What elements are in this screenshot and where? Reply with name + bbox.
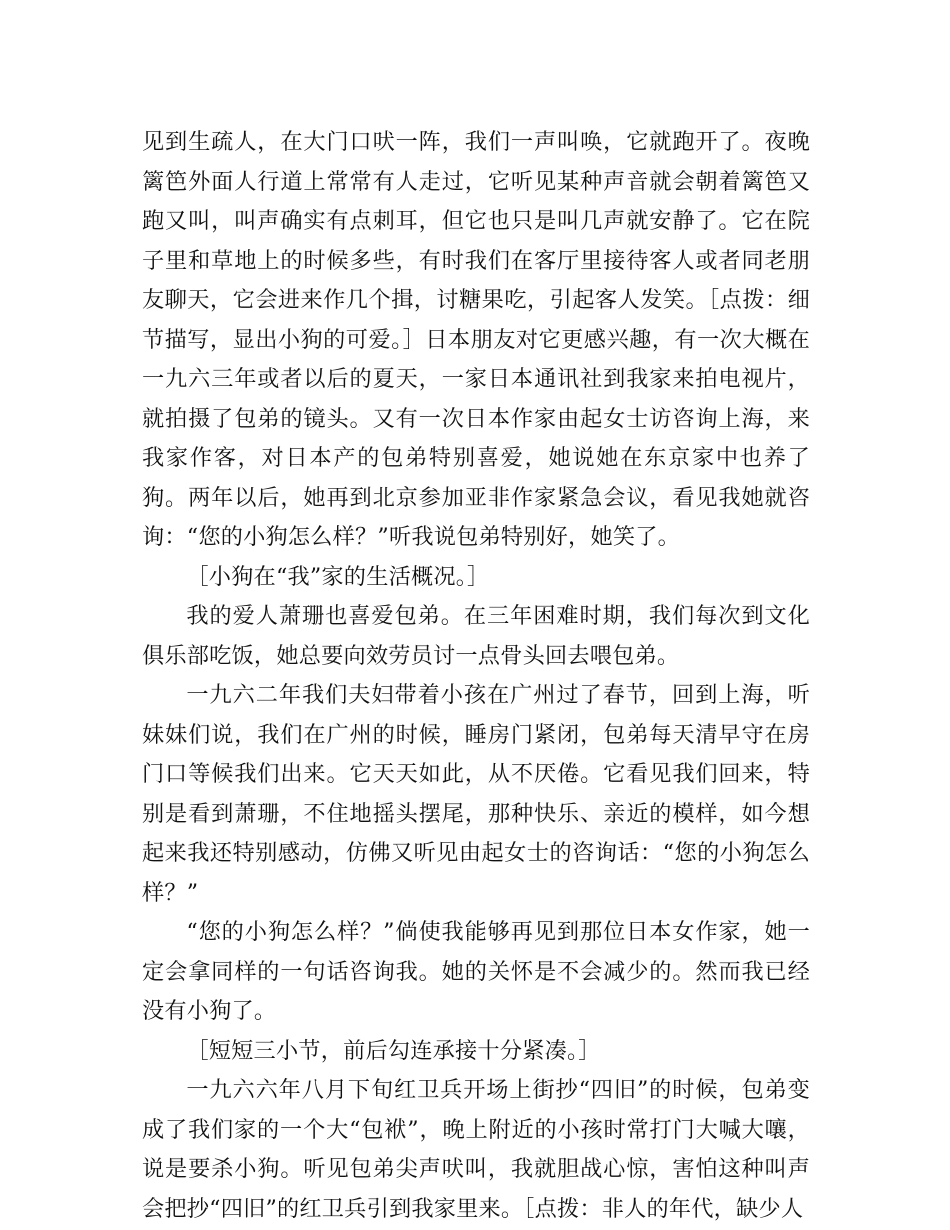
paragraph-5: “您的小狗怎么样？”倘使我能够再见到那位日本女作家，她一定会拿同样的一句话咨询我。她的关怀是不会减少的。然而我已经没有小狗了。 [142,919,810,1024]
paragraph-6-annotation: ［短短三小节，前后勾连承接十分紧凑。］ [186,1037,601,1064]
paragraph-4: 一九六二年我们夫妇带着小孩在广州过了春节，回到上海，听妹妹们说，我们在广州的时候，睡房门紧闭，包弟每天清早守在房门口等候我们出来。它天天如此，从不厌倦。它看见我们回来，特别是看到萧珊，不住地摇头摆尾，那种快乐、亲近的模样，如今想起来我还特别感动，仿佛又听见由起女士的咨询话：“您的小狗怎么样？” [142,682,810,906]
paragraph-2-annotation: ［小狗在“我”家的生活概况。］ [186,563,490,590]
paragraph-3: 我的爱人萧珊也喜爱包弟。在三年困难时期，我们每次到文化俱乐部吃饭，她总要向效劳员讨一点骨头回去喂包弟。 [142,603,810,669]
paragraph-1: 见到生疏人，在大门口吠一阵，我们一声叫唤，它就跑开了。夜晚篱笆外面人行道上常常有人走过，它听见某种声音就会朝着篱笆又跑又叫，叫声确实有点刺耳，但它也只是叫几声就安静了。它在院子里和草地上的时候多些，有时我们在客厅里接待客人或者同老朋友聊天，它会进来作几个揖，讨糖果吃，引起客人发笑。［点拨：细节描写，显出小狗的可爱。］日本朋友对它更感兴趣，有一次大概在一九六三年或者以后的夏天，一家日本通讯社到我家来拍电视片，就拍摄了包弟的镜头。又有一次日本作家由起女士访咨询上海，来我家作客，对日本产的包弟特别喜爱，她说她在东京家中也养了狗。两年以后，她再到北京参加亚非作家紧急会议，看见我她就咨询：“您的小狗怎么样？”听我说包弟特别好，她笑了。 [142,129,810,550]
paragraph-7: 一九六六年八月下旬红卫兵开场上街抄“四旧”的时候，包弟变成了我们家的一个大“包袱”，晚上附近的小孩时常打门大喊大嚷，说是要杀小狗。听见包弟尖声吠叫，我就胆战心惊，害怕这种叫声会把抄“四旧”的红卫兵引到我家里来。［点拨：非人的年代，缺少人 [142,1077,810,1222]
document-page [142,123,810,1229]
